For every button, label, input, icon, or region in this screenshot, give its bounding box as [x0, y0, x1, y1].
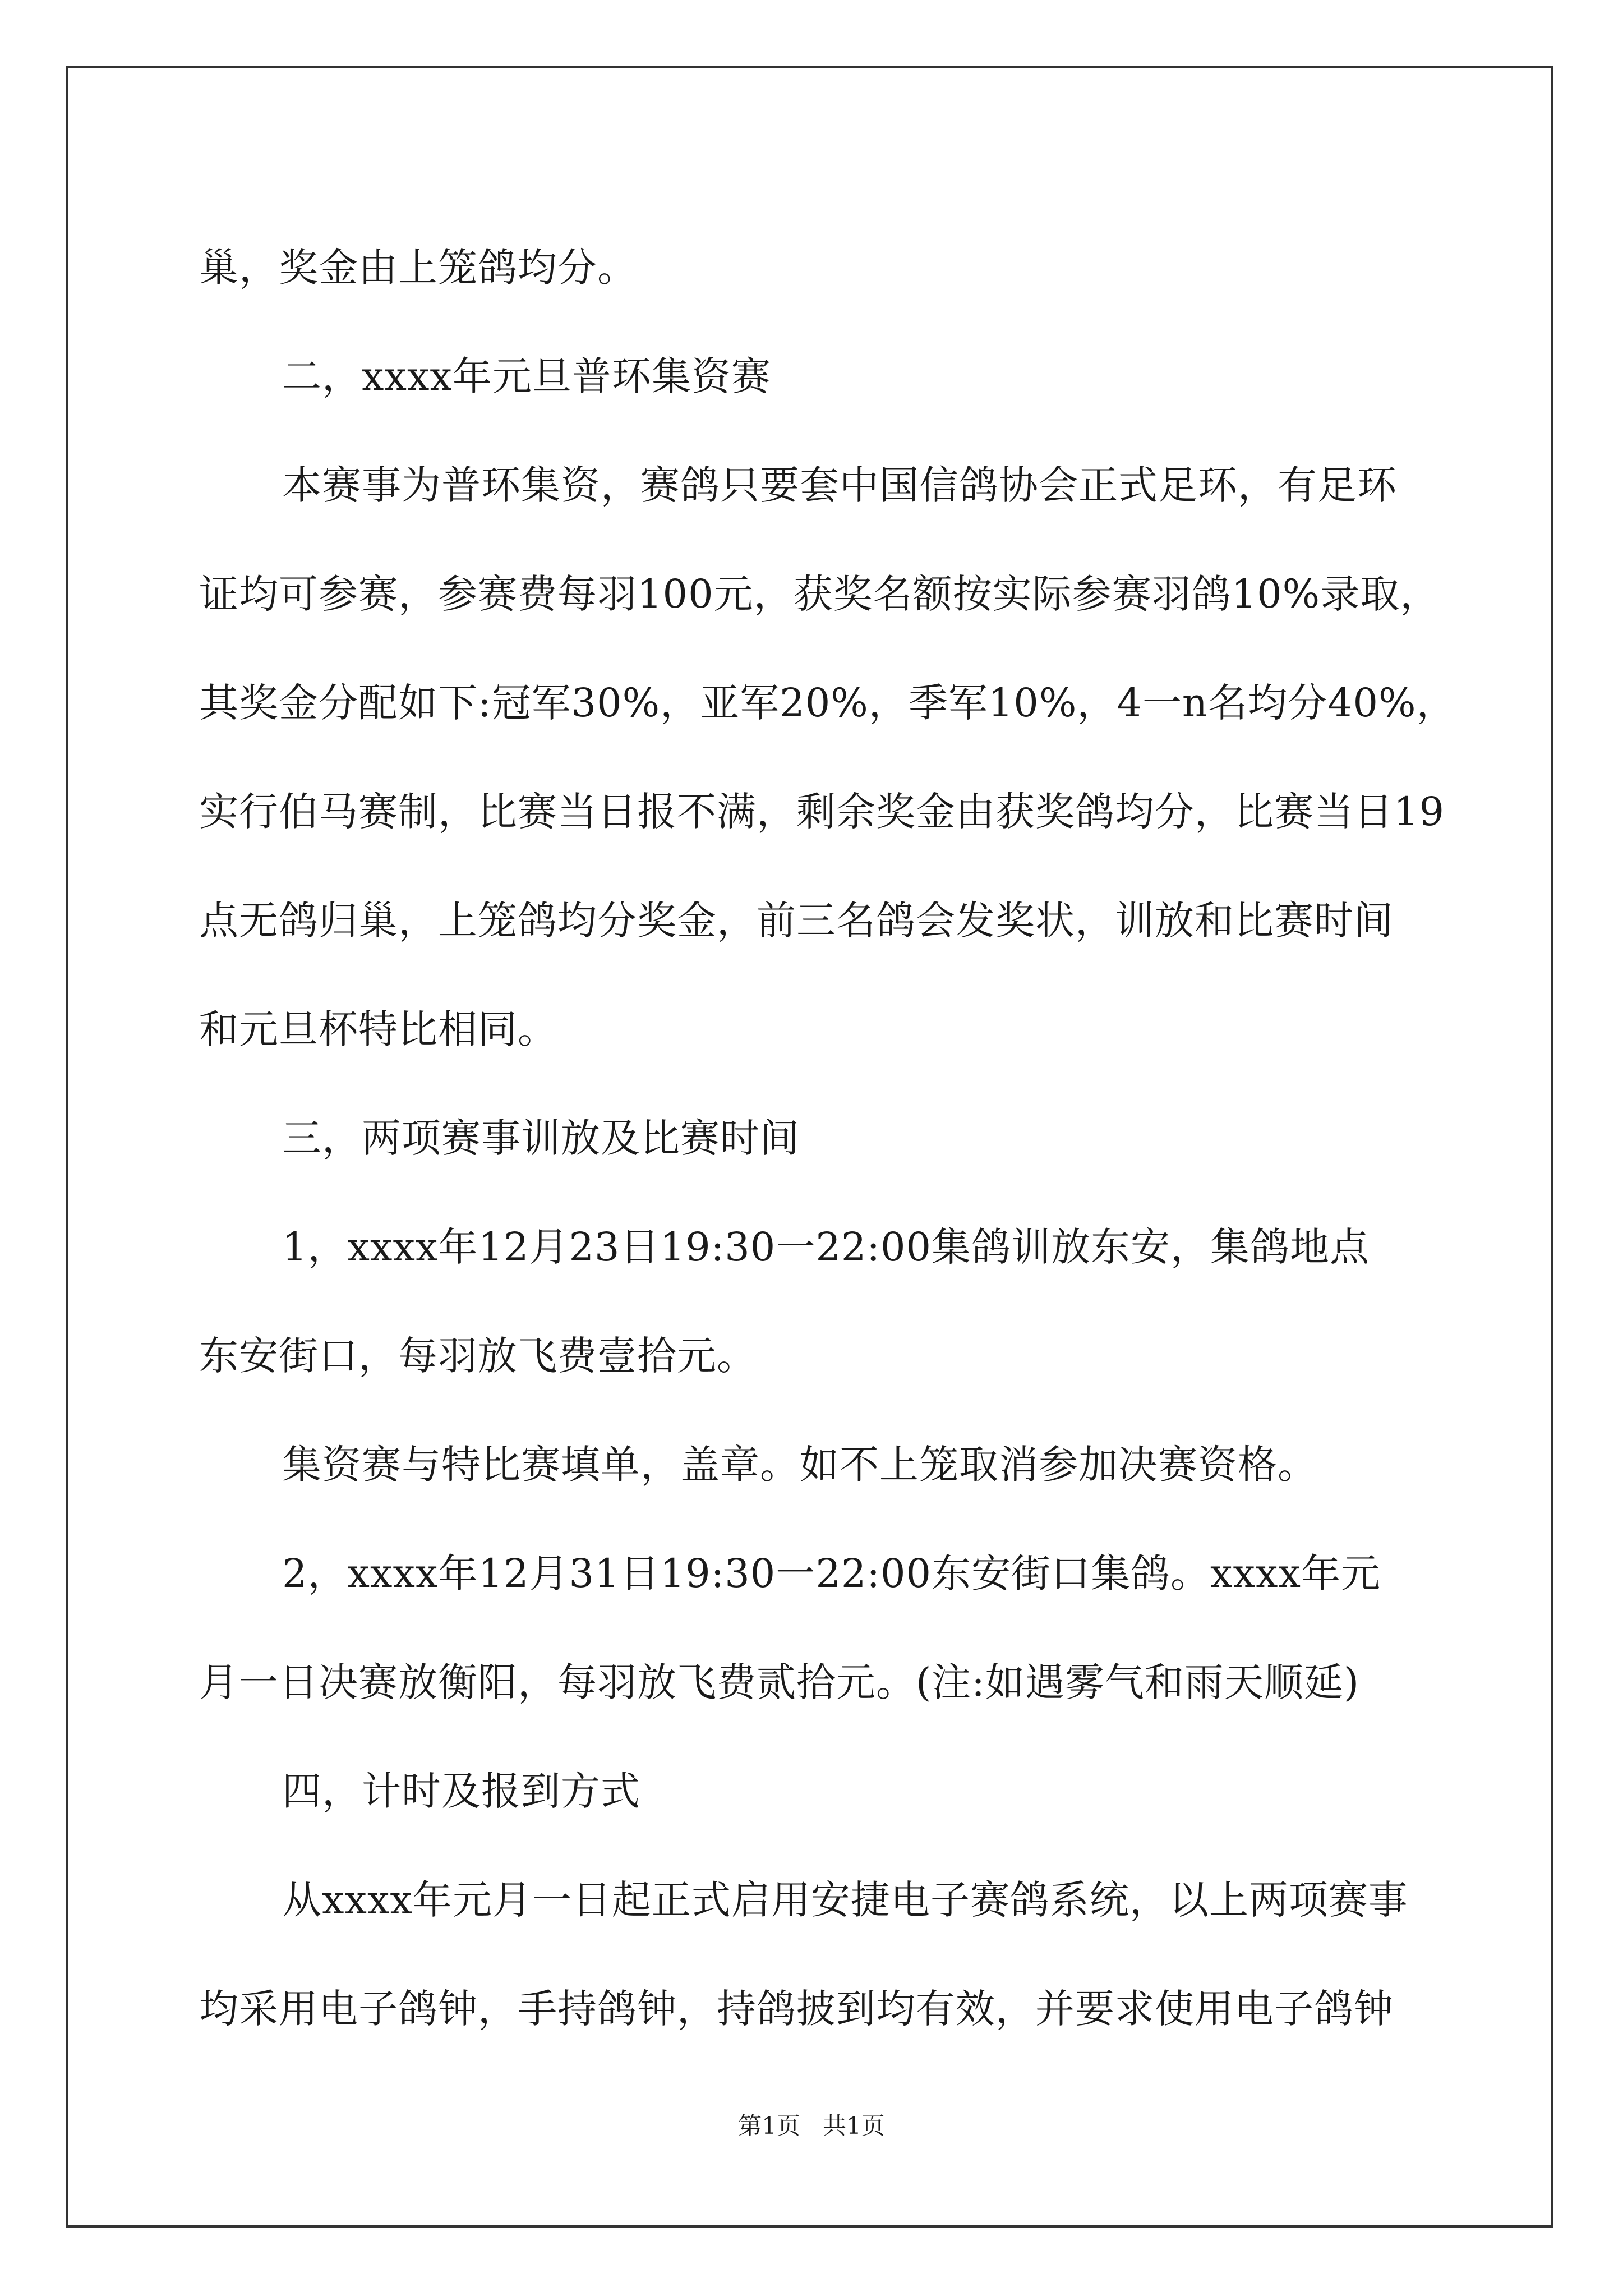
paragraph-line-10: 1，xxxx年12月23日19:30一22:00集鸽训放东安，集鸽地点 [282, 1224, 1370, 1270]
paragraph-line-14: 月一日决赛放衡阳，每羽放飞费贰拾元。(注:如遇雾气和雨天顺延) [199, 1659, 1360, 1705]
paragraph-line-3: 本赛事为普环集资，赛鸽只要套中国信鸽协会正式足环，有足环 [282, 462, 1397, 508]
paragraph-line-4: 证均可参赛，参赛费每羽100元，获奖名额按实际参赛羽鸽10%录取， [199, 571, 1440, 617]
paragraph-line-17: 均采用电子鸽钟，手持鸽钟，持鸽披到均有效，并要求使用电子鸽钟 [199, 1986, 1394, 2032]
paragraph-line-5: 其奖金分配如下:冠军30%，亚军20%，季军10%，4一n名均分40%， [199, 680, 1456, 726]
section-heading-2: 二，xxxx年元旦普环集资赛 [282, 353, 771, 399]
paragraph-line-7: 点无鸽归巢，上笼鸽均分奖金，前三名鸽会发奖状，训放和比赛时间 [199, 898, 1394, 944]
paragraph-line-13: 2，xxxx年12月31日19:30一22:00东安街口集鸽。xxxx年元 [282, 1550, 1381, 1596]
paragraph-line-6: 实行伯马赛制，比赛当日报不满，剩余奖金由获奖鸽均分，比赛当日19 [199, 789, 1445, 835]
section-heading-3: 三，两项赛事训放及比赛时间 [282, 1115, 800, 1161]
paragraph-line-16: 从xxxx年元月一日起正式启用安捷电子赛鸽系统，以上两项赛事 [282, 1877, 1408, 1923]
text-line-1: 巢，奖金由上笼鸽均分。 [199, 245, 637, 291]
paragraph-line-8: 和元旦杯特比相同。 [199, 1006, 557, 1052]
section-heading-4: 四，计时及报到方式 [282, 1768, 640, 1814]
document-body [199, 213, 1456, 2063]
paragraph-line-11: 东安街口，每羽放飞费壹拾元。 [199, 1333, 757, 1379]
paragraph-line-12: 集资赛与特比赛填单，盖章。如不上笼取消参加决赛资格。 [282, 1442, 1317, 1488]
page-footer: 第1页 共1页 [738, 2112, 885, 2139]
